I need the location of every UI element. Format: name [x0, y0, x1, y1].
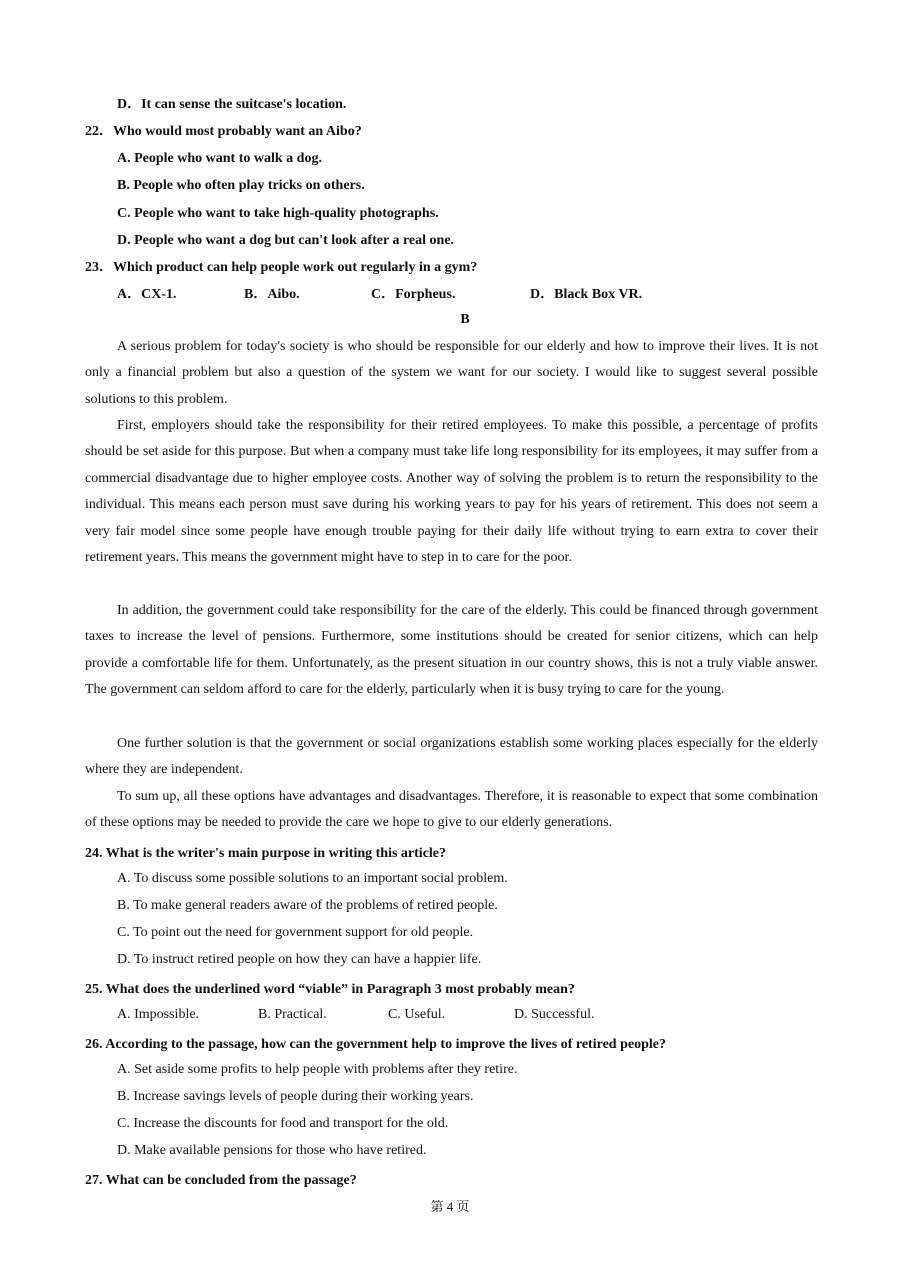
passage-paragraph-5: To sum up, all these options have advantages and disadvantages. Therefore, it is reasonable to expect that some combination of these options may be needed to provide the care we hope to give to our elderly generations. — [85, 789, 818, 831]
q23-option-d: D．Black Box VR. — [530, 287, 643, 302]
q26-question: 26. According to the passage, how can the government help to improve the lives of retired people? — [85, 1037, 666, 1052]
q26-option-d: D. Make available pensions for those who have retired. — [117, 1143, 427, 1158]
q25-question: 25. What does the underlined word “viable” in Paragraph 3 most probably mean? — [85, 982, 575, 997]
q25-option-a: A. Impossible. — [117, 1007, 200, 1022]
q23-option-a: A．CX-1. — [117, 287, 177, 302]
q26-option-a: A. Set aside some profits to help people with problems after they retire. — [117, 1062, 518, 1077]
q24-question: 24. What is the writer's main purpose in writing this article? — [85, 846, 447, 861]
passage-paragraph-1: A serious problem for today's society is who should be responsible for our elderly and how to improve their lives. It is not only a financial problem but also a question of the system we want for our society. I would like to suggest several possible solutions to this problem. — [85, 339, 818, 407]
q27-question: 27. What can be concluded from the passage? — [85, 1173, 357, 1188]
q22-option-d: D. People who want a dog but can't look after a real one. — [117, 233, 455, 248]
q24-option-a: A. To discuss some possible solutions to an important social problem. — [117, 871, 508, 886]
q25-option-c: C. Useful. — [388, 1007, 446, 1022]
q24-option-c: C. To point out the need for government support for old people. — [117, 925, 474, 940]
page-number-footer: 第 4 页 — [430, 1199, 470, 1214]
q26-option-b: B. Increase savings levels of people during their working years. — [117, 1089, 474, 1104]
q25-option-d: D. Successful. — [514, 1007, 595, 1022]
q23-option-b: B．Aibo. — [244, 287, 300, 302]
q22-question: 22．Who would most probably want an Aibo? — [85, 124, 362, 139]
q26-option-c: C. Increase the discounts for food and transport for the old. — [117, 1116, 449, 1131]
passage-paragraph-4: One further solution is that the government or social organizations establish some working places especially for the elderly where they are independent. — [85, 736, 818, 778]
section-b-heading: B — [460, 312, 470, 327]
q25-option-b: B. Practical. — [258, 1007, 327, 1022]
q24-option-b: B. To make general readers aware of the problems of retired people. — [117, 898, 498, 913]
q22-option-b: B. People who often play tricks on others. — [117, 178, 365, 193]
q23-option-c: C．Forpheus. — [371, 287, 456, 302]
q22-option-c: C. People who want to take high-quality photographs. — [117, 206, 439, 221]
passage-paragraph-3: In addition, the government could take responsibility for the care of the elderly. This could be financed through government taxes to increase the level of pensions. Furthermore, some institutions should be created for senior citizens, which can help provide a comfortable life for them. Unfortunately, as the present situation in our country shows, this is not a truly viable answer. The government can seldom afford to care for the elderly, particularly when it is busy trying to care for the young. — [85, 603, 818, 698]
q22-option-a: A. People who want to walk a dog. — [117, 151, 322, 166]
q21-option-d: D．It can sense the suitcase's location. — [117, 97, 347, 112]
passage-paragraph-2: First, employers should take the responsibility for their retired employees. To make this possible, a percentage of profits should be set aside for this purpose. But when a company must take life long responsibility for its employees, it may suffer from a commercial disadvantage due to higher employee costs. Another way of solving the problem is to return the responsibility to the individual. This means each person must save during his working years to pay for his years of retirement. This does not seem a very fair model since some people have enough trouble paying for their daily life without trying to earn extra to cover their retirement years. This means the government might have to step in to care for the poor. — [85, 418, 818, 566]
q24-option-d: D. To instruct retired people on how they can have a happier life. — [117, 952, 482, 967]
q23-question: 23．Which product can help people work out regularly in a gym? — [85, 260, 478, 275]
